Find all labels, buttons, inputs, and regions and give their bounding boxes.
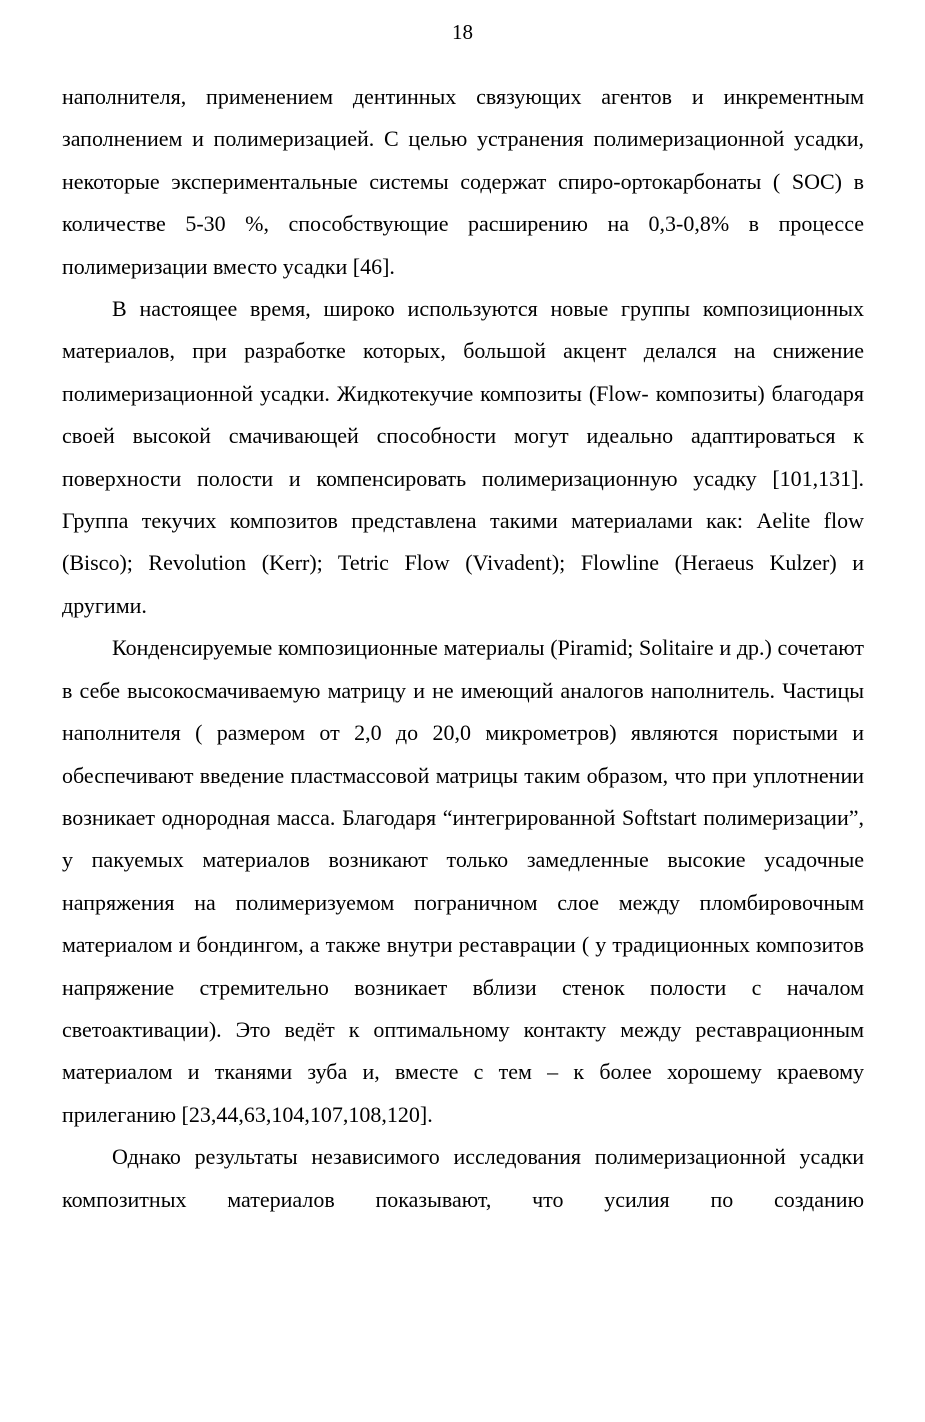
page-number: 18 (452, 20, 473, 44)
paragraph-2: В настоящее время, широко используются новые группы композиционных материалов, при разработке которых, большой акцент делался на снижение полимеризационной усадки. Жидкотекучие композиты (Flow- композиты) благодаря своей высокой смачивающей способности могут идеально адаптироваться к поверхности полости и компенсировать полимеризационную усадку [101,131]. Группа текучих композитов представлена такими материалами как: Aelite flow (Bisco); Revolution (Kerr); Tetric Flow (Vivadent); Flowline (Heraeus Kulzer) и другими. (62, 296, 864, 618)
paragraph-1: наполнителя, применением дентинных связующих агентов и инкрементным заполнением и полимеризацией. С целью устранения полимеризационной усадки, некоторые экспериментальные системы содержат спиро-ортокарбонаты ( SOC) в количестве 5-30 %, способствующие расширению на 0,3-0,8% в процессе полимеризации вместо усадки [46]. (62, 84, 864, 279)
paragraph-3: Конденсируемые композиционные материалы (Piramid; Solitaire и др.) сочетают в себе высокосмачиваемую матрицу и не имеющий аналогов наполнитель. Частицы наполнителя ( размером от 2,0 до 20,0 микрометров) являются пористыми и обеспечивают введение пластмассовой матрицы таким образом, что при уплотнении возникает однородная масса. Благодаря “интегрированной Softstart полимеризации”, у пакуемых материалов возникают только замедленные высокие усадочные напряжения на полимеризуемом пограничном слое между пломбировочным материалом и бондингом, а также внутри реставрации ( у традиционных композитов напряжение стремительно возникает вблизи стенок полости с началом светоактивации). Это ведёт к оптимальному контакту между реставрационным материалом и тканями зуба и, вместе с тем – к более хорошему краевому прилеганию [23,44,63,104,107,108,120]. (62, 635, 864, 1127)
document-body (62, 76, 864, 1221)
paragraph-4: Однако результаты независимого исследования полимеризационной усадки композитных материалов показывают, что усилия по созданию (62, 1144, 864, 1212)
